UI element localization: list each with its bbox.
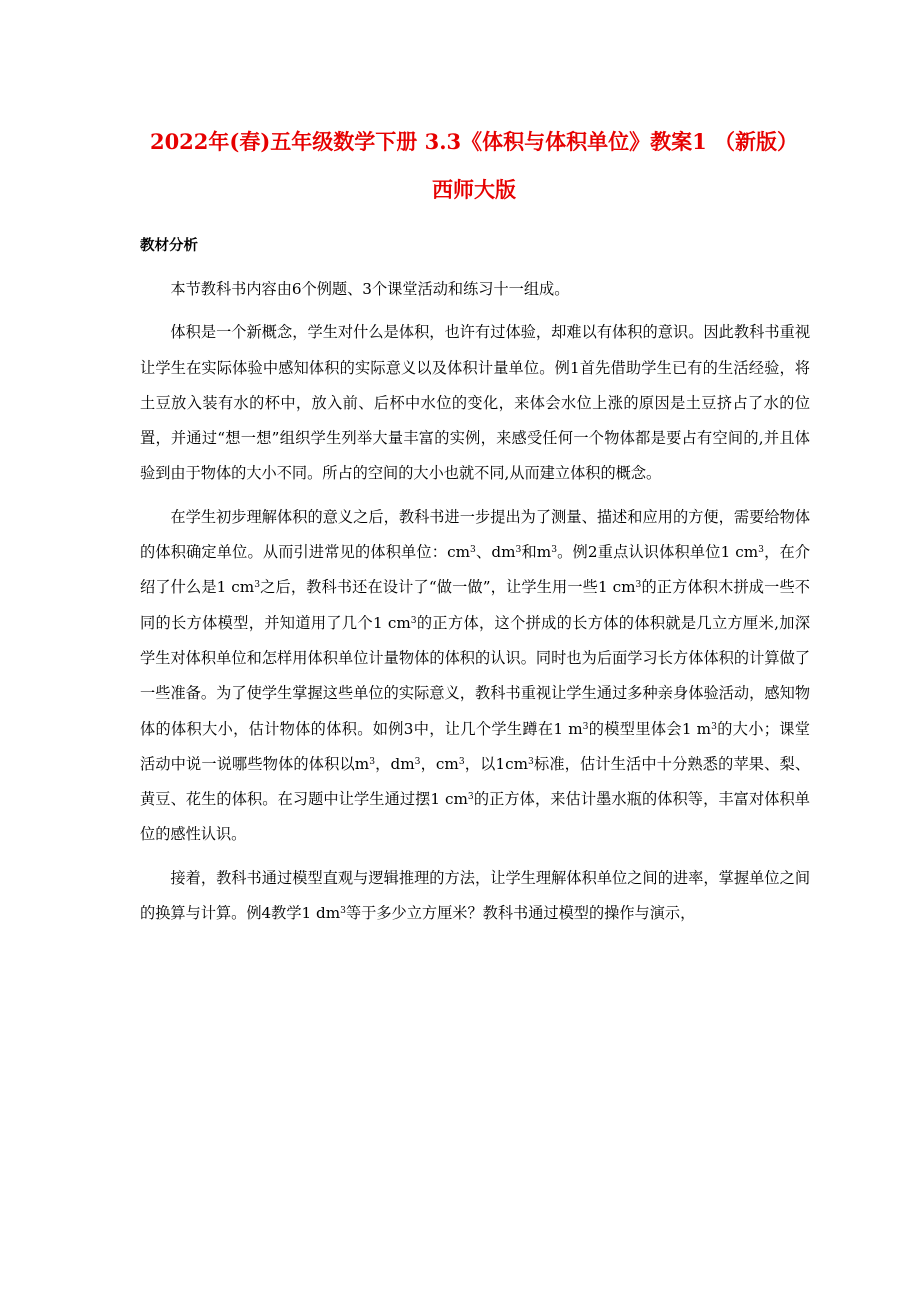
paragraph-text: ，在介绍了什么是1 cm xyxy=(140,543,811,597)
superscript: 3 xyxy=(582,721,589,732)
paragraph-text: 的正方体积木拼成一些不同的长方体模型，并知道用了几个1 cm xyxy=(140,578,810,632)
paragraph-3 xyxy=(140,492,810,853)
paragraph-text: 标准，估计生活中十分熟悉的苹果、梨、黄豆、花生的体积。在习题中让学生通过摆1 cm xyxy=(140,754,811,809)
paragraph-text: 的正方体，这个拼成的长方体的体积就是几立方厘米,加深学生对体积单位和怎样用体积单位计量物体的体积的认识。同时也为后面学习长方体体积的计算做了一些准备。为了使学生掌握这些单位的实际意义，教科书重视让学生通过多种亲身体验活动，感知物体的体积大小，估计物体的体积。如例3中，让几个学生蹲在1 m xyxy=(140,613,811,738)
paragraph-4 xyxy=(140,853,810,932)
paragraph-text: 接着，教科书通过模型直观与逻辑推理的方法，让学生理解体积单位之间的进率，掌握单位之间的换算与计算。例4教学1 dm xyxy=(140,868,810,923)
paragraph-text: 在学生初步理解体积的意义之后，教科书进一步提出为了测量、描述和应用的方便，需要给物体的体积确定单位。从而引进常见的体积单位：cm xyxy=(140,507,810,562)
superscript: 3 xyxy=(758,545,764,556)
paragraph-text: 的大小；课堂活动中说一说哪些物体的体积以m xyxy=(140,719,810,773)
superscript: 3 xyxy=(340,906,346,917)
page-title xyxy=(128,118,820,214)
paragraph-text: 的正方体，来估计墨水瓶的体积等，丰富对体积单位的感性认识。 xyxy=(140,790,810,844)
superscript: 3 xyxy=(551,545,558,556)
paragraph-text: 体积是一个新概念，学生对什么是体积，也许有过体验，却难以有体积的意识。因此教科书重视让学生在实际体验中感知体积的实际意义以及体积计量单位。例1首先借助学生已有的生活经验，将土豆放入装有水的杯中，放入前、后杯中水位的变化，来体会水位上涨的原因是土豆挤占了水的位置，并通过“想一想”组织学生列举大量丰富的实例，来感受任何一个物体都是要占有空间的,并且体验到由于物体的大小不同。所占的空间的大小也就不同,从而建立体积的概念。 xyxy=(140,323,810,483)
superscript: 3 xyxy=(711,721,717,732)
paragraph-text: 的模型里体会1 m xyxy=(588,719,712,738)
paragraph-text: ，以1cm xyxy=(464,754,529,773)
superscript: 3 xyxy=(467,792,474,803)
paragraph-text: 。例2重点认识体积单位1 cm xyxy=(557,543,759,562)
paragraph-text: ，dm xyxy=(375,754,415,773)
paragraph-text: 等于多少立方厘米？教科书通过模型的操作与演示， xyxy=(345,904,696,923)
title-line-2: 西师大版 xyxy=(432,177,516,202)
paragraph-text: ，cm xyxy=(420,754,459,773)
section-heading: 教材分析 xyxy=(140,238,198,254)
title-line-1: 2022年(春)五年级数学下册 3.3《体积与体积单位》教案1 （新版） xyxy=(149,129,799,154)
superscript: 3 xyxy=(515,545,522,556)
paragraph-text: 之后，教科书还在设计了“做一做”，让学生用一些1 cm xyxy=(260,578,636,597)
paragraph-text: 和m xyxy=(521,543,552,562)
body-text xyxy=(140,264,810,931)
superscript: 3 xyxy=(528,756,534,767)
paragraph-2 xyxy=(140,307,810,491)
superscript: 3 xyxy=(458,756,465,767)
paragraph-text: 本节教科书内容由6个例题、3个课堂活动和练习十一组成。 xyxy=(170,280,570,298)
superscript: 3 xyxy=(369,756,375,767)
superscript: 3 xyxy=(635,580,642,591)
superscript: 3 xyxy=(254,580,261,591)
superscript: 3 xyxy=(470,545,476,556)
paragraph-1 xyxy=(140,264,810,307)
paragraph-text: 、dm xyxy=(475,543,516,562)
superscript: 3 xyxy=(410,615,417,626)
superscript: 3 xyxy=(414,756,421,767)
